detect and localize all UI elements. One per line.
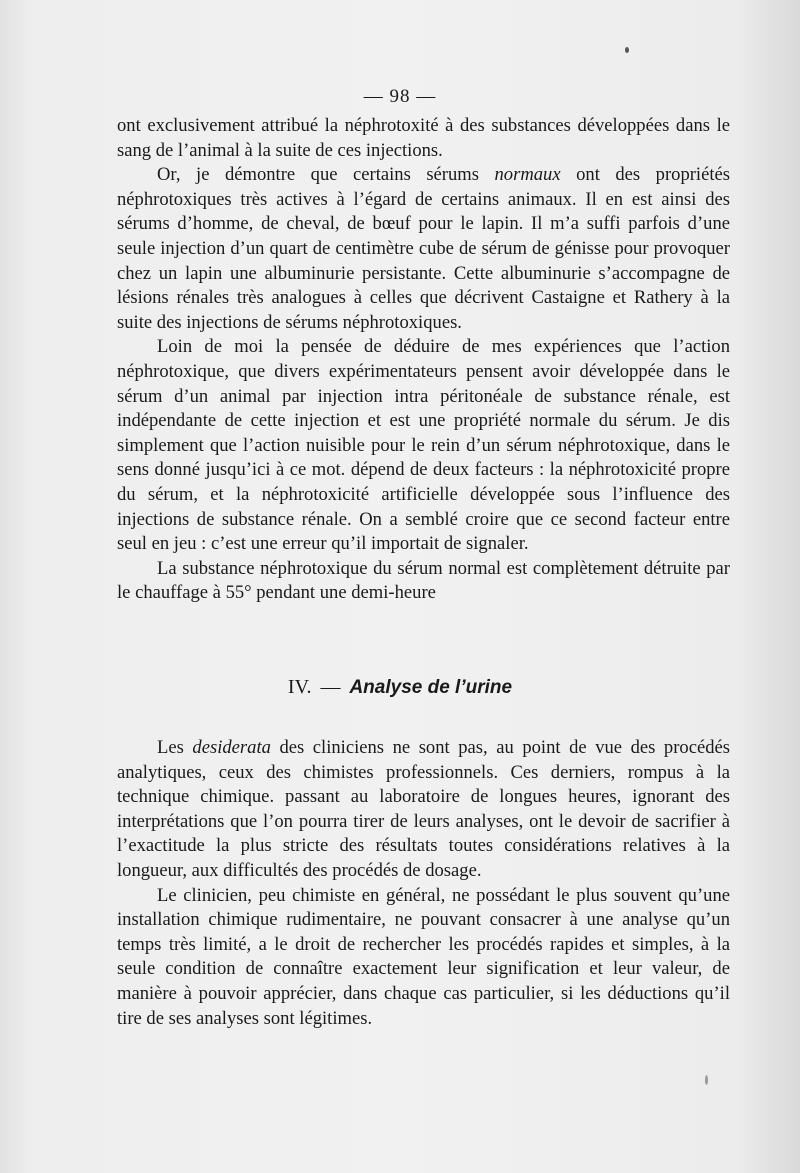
emphasis-normaux: normaux	[494, 164, 561, 186]
section-number: IV.	[287, 676, 312, 698]
paragraph-5-start: Les	[157, 737, 193, 758]
section-separator: —	[320, 676, 341, 698]
ink-speck	[625, 47, 629, 53]
paragraph-5-end: des cliniciens ne sont pas, au point de vue des procédés analytiques, ceux des chimistes professionnels. Ces derniers, rompus à la technique chimique. passant au laboratoire de longues heures, ignorant des interprétations que l’on pourra tirer de leurs analyses, ont le devoir de sacrifier à l’exactitude la plus stricte des résultats toutes considérations relatives à la longueur, aux difficultés des procédés de dosage.	[117, 737, 730, 881]
paragraph-1: ont exclusivement attribué la néphrotoxité à des substances développées dans le sang de l’animal à la suite de ces injections.	[117, 115, 730, 161]
section-heading	[0, 676, 800, 699]
paragraph-6: Le clinicien, peu chimiste en général, ne possédant le plus souvent qu’une installation chimique rudimentaire, ne pouvant consacrer à une analyse qu’un temps très limité, a le droit de rechercher les procédés rapides et simples, à la seule condition de connaître exactement leur signification et leur valeur, de manière à pouvoir apprécier, dans chaque cas particulier, si les déductions qu’il tire de ses analyses sont légitimes.	[117, 884, 730, 1029]
paragraph-2	[117, 163, 730, 335]
emphasis-desiderata: desiderata	[192, 737, 271, 758]
body-text-bottom	[117, 736, 730, 1031]
paragraph-5	[117, 736, 730, 884]
paragraph-3: Loin de moi la pensée de déduire de mes expériences que l’action néphrotoxique, que divers expérimentateurs pensent avoir développée dans le sérum d’un animal par injection intra péritonéale de substance rénale, est indépendante de cette injection et est une propriété normale du sérum. Je dis simplement que l’action nuisible pour le rein d’un sérum néphrotoxique, dans le sens donné jusqu’ici à ce mot. dépend de deux facteurs : la néphrotoxicité propre du sérum, et la néphrotoxicité artificielle développée sous l’influence des injections de substance rénale. On a semblé croire que ce second facteur entre seul en jeu : c’est une erreur qu’il importait de signaler.	[117, 336, 730, 555]
paragraph-2-start: Or, je démontre que certains sérums	[157, 164, 495, 186]
paragraph-4: La substance néphrotoxique du sérum normal est complètement détruite par le chauffage à 55° pendant une demi-heure	[117, 557, 730, 604]
paragraph-2-end: ont des propriétés néphrotoxiques très actives à l’égard de certains animaux. Il en est ainsi des sérums d’homme, de cheval, de bœuf pour le lapin. Il m’a suffi parfois d’une seule injection d’un quart de centimètre cube de sérum de génisse pour provoquer chez un lapin une albuminurie persistante. Cette albuminurie s’accompagne de lésions rénales très analogues à celles que décrivent Castaigne et Rathery à la suite des injections de sérums néphrotoxiques.	[117, 164, 730, 333]
page-number: — 98 —	[363, 86, 437, 107]
section-title: Analyse de l’urine	[349, 677, 513, 698]
ink-speck	[705, 1075, 708, 1085]
body-text-top	[117, 114, 730, 606]
